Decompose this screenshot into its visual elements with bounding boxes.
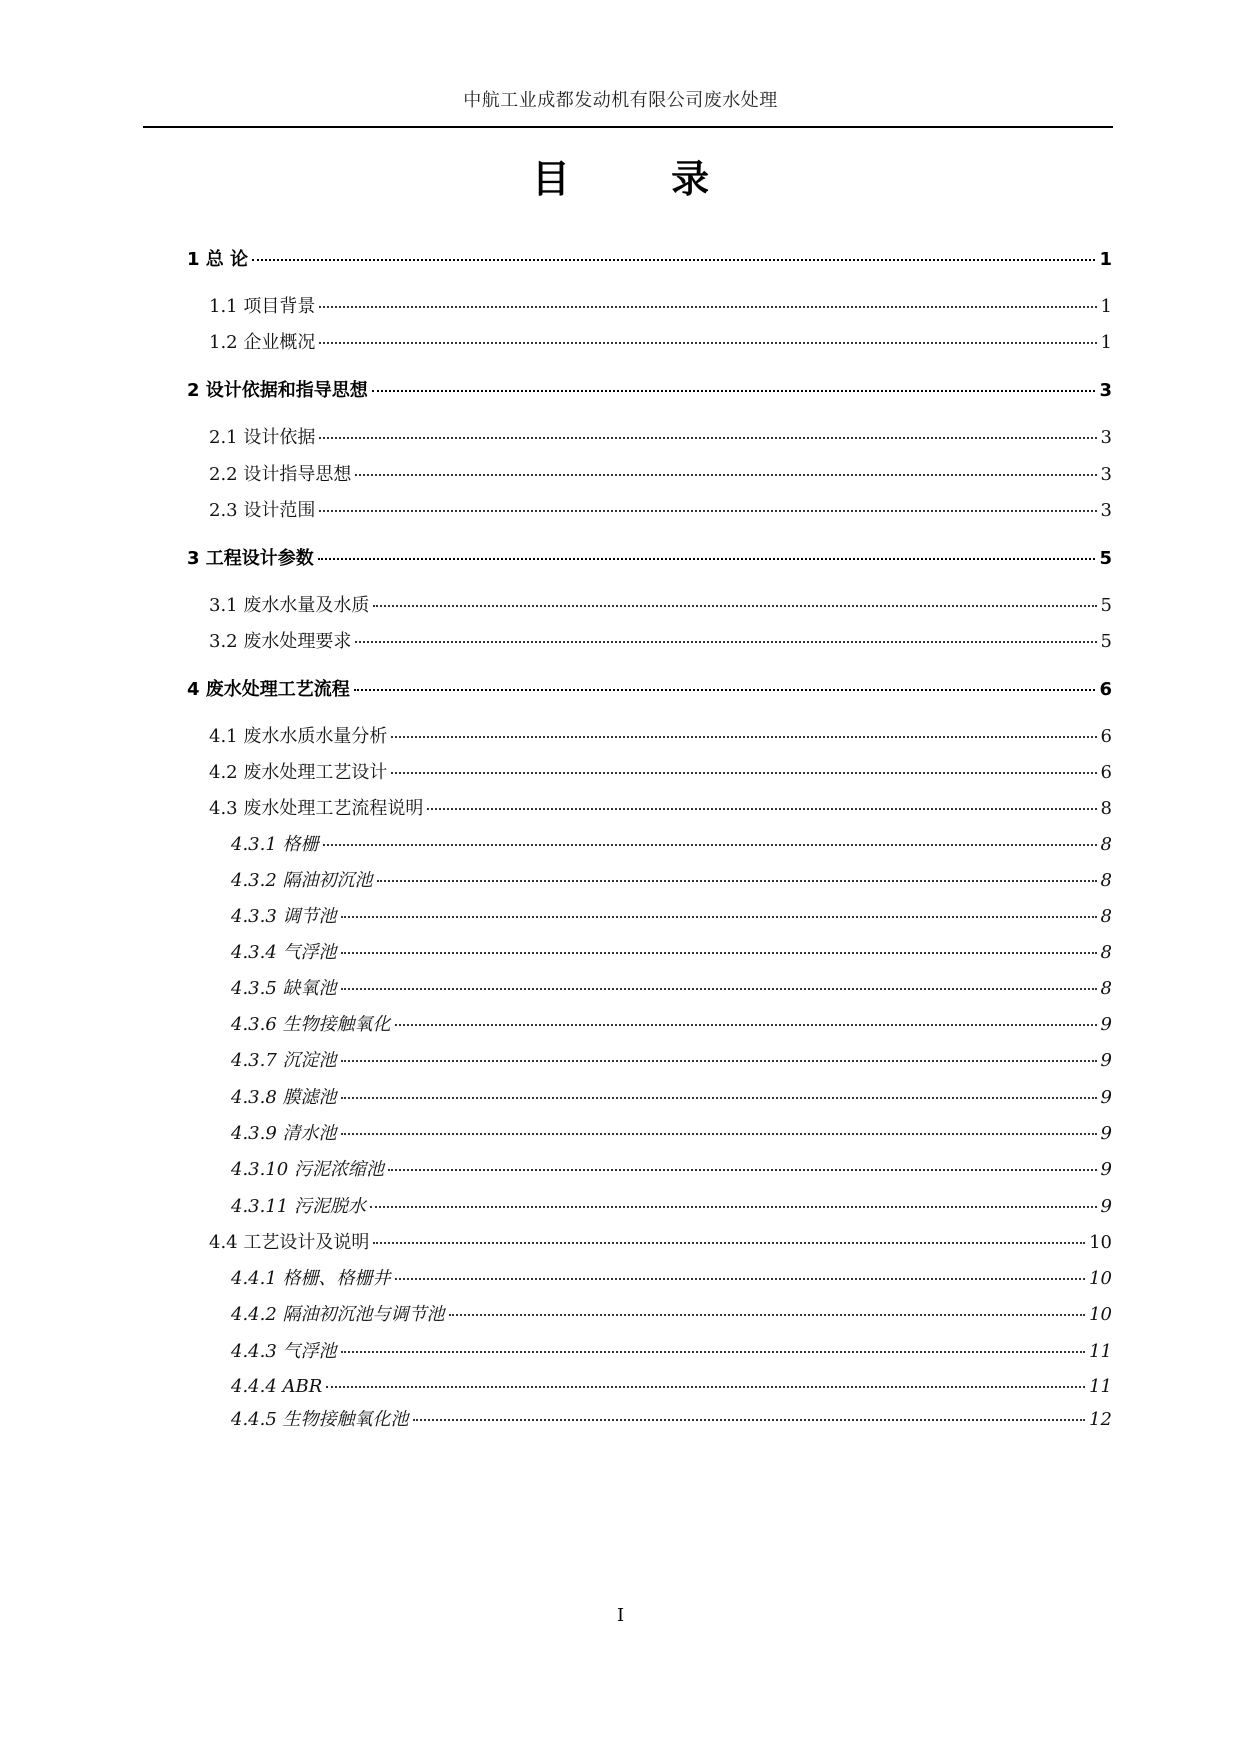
toc-dot-leader [354,689,1096,691]
toc-entry[interactable] [231,869,1112,893]
toc-entry-page: 6 [1099,679,1112,700]
toc-entry-label: 4.4.4 ABR [231,1376,323,1397]
toc-entry-label: 2 设计依据和指导思想 [187,380,368,401]
toc-entry-page: 11 [1089,1376,1112,1397]
toc-entry-page: 9 [1100,1159,1112,1180]
toc-dot-leader [341,952,1097,954]
toc-entry-label: 4.3.7 沉淀池 [231,1050,337,1071]
toc-entry-label: 3.1 废水水量及水质 [209,595,370,616]
toc-dot-leader [372,390,1096,392]
toc-entry[interactable] [209,463,1112,487]
toc-entry-page: 8 [1100,798,1112,819]
toc-entry[interactable] [231,1122,1112,1146]
toc-entry[interactable] [209,1231,1112,1255]
toc-entry-page: 9 [1100,1196,1112,1217]
toc-entry[interactable] [231,1013,1112,1037]
toc-entry[interactable] [209,295,1112,319]
toc-entry-page: 6 [1100,726,1112,747]
toc-entry-label: 2.2 设计指导思想 [209,464,352,485]
toc-entry[interactable] [231,977,1112,1001]
toc-dot-leader [370,1206,1097,1208]
toc-entry-label: 3 工程设计参数 [187,548,314,569]
toc-entry-page: 9 [1100,1087,1112,1108]
toc-entry[interactable] [231,1195,1112,1219]
toc-entry-label: 4.3.11 污泥脱水 [231,1196,366,1217]
toc-entry-label: 4.1 废水水质水量分析 [209,726,388,747]
toc-entry-label: 4.3.2 隔油初沉池 [231,870,373,891]
toc-entry-page: 3 [1100,464,1112,485]
toc-dot-leader [341,1351,1086,1353]
toc-entry-page: 6 [1100,762,1112,783]
toc-entry-label: 4.3.8 膜滤池 [231,1087,337,1108]
toc-entry-page: 8 [1100,906,1112,927]
toc-entry[interactable] [231,833,1112,857]
toc-entry-page: 3 [1100,500,1112,521]
toc-dot-leader [318,558,1096,560]
toc-entry-page: 9 [1100,1014,1112,1035]
toc-dot-leader [391,772,1096,774]
toc-entry-label: 2.1 设计依据 [209,427,316,448]
toc-dot-leader [373,1242,1085,1244]
toc-entry-page: 8 [1100,834,1112,855]
toc-entry-label: 4.3.4 气浮池 [231,942,337,963]
toc-dot-leader [319,437,1096,439]
toc-entry-page: 1 [1100,332,1112,353]
toc-entry-label: 4.2 废水处理工艺设计 [209,762,388,783]
toc-entry-label: 4 废水处理工艺流程 [187,679,350,700]
toc-entry[interactable] [231,1408,1112,1432]
toc-dot-leader [388,1169,1097,1171]
toc-dot-leader [413,1419,1086,1421]
toc-entry-page: 5 [1100,631,1112,652]
toc-entry-page: 9 [1100,1123,1112,1144]
toc-entry-page: 12 [1089,1409,1112,1430]
toc-entry[interactable] [209,725,1112,749]
toc-entry[interactable] [231,1340,1112,1364]
toc-entry-label: 4.3.1 格栅 [231,834,319,855]
toc-entry[interactable] [231,905,1112,929]
toc-dot-leader [319,342,1096,344]
toc-entry-label: 4.4.1 格栅、格栅井 [231,1268,391,1289]
running-header: 中航工业成都发动机有限公司废水处理 [463,90,778,111]
toc-entry[interactable] [187,379,1112,403]
toc-dot-leader [341,1060,1097,1062]
toc-entry-label: 4.4.5 生物接触氧化池 [231,1409,409,1430]
toc-entry-label: 4.4 工艺设计及说明 [209,1232,370,1253]
toc-entry-page: 5 [1099,548,1112,569]
toc-entry-label: 4.3.9 清水池 [231,1123,337,1144]
toc-dot-leader [323,844,1097,846]
toc-entry-label: 4.3.5 缺氧池 [231,978,337,999]
toc-entry-page: 3 [1099,380,1112,401]
toc-entry-page: 1 [1099,249,1112,270]
toc-dot-leader [377,880,1097,882]
toc-dot-leader [395,1024,1097,1026]
toc-entry[interactable] [209,797,1112,821]
toc-entry-label: 4.4.2 隔油初沉池与调节池 [231,1304,445,1325]
toc-entry[interactable] [209,426,1112,450]
toc-entry-label: 2.3 设计范围 [209,500,316,521]
toc-dot-leader [449,1314,1086,1316]
toc-entry[interactable] [209,761,1112,785]
toc-entry-page: 10 [1089,1268,1112,1289]
toc-entry[interactable] [231,1158,1112,1182]
toc-entry-label: 4.3.6 生物接触氧化 [231,1014,391,1035]
toc-entry-page: 1 [1100,296,1112,317]
toc-dot-leader [319,510,1096,512]
toc-entry-page: 3 [1100,427,1112,448]
toc-dot-leader [355,641,1096,643]
toc-entry[interactable] [231,1049,1112,1073]
toc-entry[interactable] [209,331,1112,355]
toc-entry[interactable] [187,678,1112,702]
toc-entry-page: 8 [1100,942,1112,963]
toc-entry[interactable] [231,1086,1112,1110]
toc-dot-leader [355,474,1096,476]
toc-entry-page: 11 [1089,1341,1112,1362]
toc-entry[interactable] [187,547,1112,571]
toc-dot-leader [341,1133,1097,1135]
toc-entry-page: 10 [1089,1232,1112,1253]
toc-dot-leader [427,808,1096,810]
toc-entry[interactable] [231,941,1112,965]
toc-entry-label: 1 总 论 [187,249,249,270]
toc-entry-label: 1.1 项目背景 [209,296,316,317]
toc-dot-leader [319,306,1096,308]
toc-dot-leader [326,1386,1085,1388]
toc-entry-label: 4.4.3 气浮池 [231,1341,337,1362]
toc-dot-leader [395,1278,1086,1280]
toc-entry[interactable] [231,1267,1112,1291]
toc-entry[interactable] [209,499,1112,523]
toc-entry-label: 4.3.3 调节池 [231,906,337,927]
toc-entry[interactable] [209,630,1112,654]
toc-dot-leader [391,736,1096,738]
toc-entry-label: 4.3.10 污泥浓缩池 [231,1159,384,1180]
toc-entry-page: 8 [1100,870,1112,891]
toc-dot-leader [341,916,1097,918]
toc-entry-label: 3.2 废水处理要求 [209,631,352,652]
toc-entry[interactable] [187,248,1112,272]
toc-entry-label: 4.3 废水处理工艺流程说明 [209,798,424,819]
toc-dot-leader [341,1097,1097,1099]
page-title: 目 录 [531,157,754,201]
toc-entry-label: 1.2 企业概况 [209,332,316,353]
toc-entry-page: 9 [1100,1050,1112,1071]
footer-page-number: I [616,1605,625,1626]
toc-dot-leader [373,605,1096,607]
toc-entry[interactable] [231,1303,1112,1327]
toc-entry-page: 8 [1100,978,1112,999]
toc-entry[interactable] [231,1375,1112,1399]
toc-entry[interactable] [209,594,1112,618]
toc-dot-leader [252,259,1095,261]
toc-entry-page: 5 [1100,595,1112,616]
toc-entry-page: 10 [1089,1304,1112,1325]
toc-dot-leader [341,988,1097,990]
